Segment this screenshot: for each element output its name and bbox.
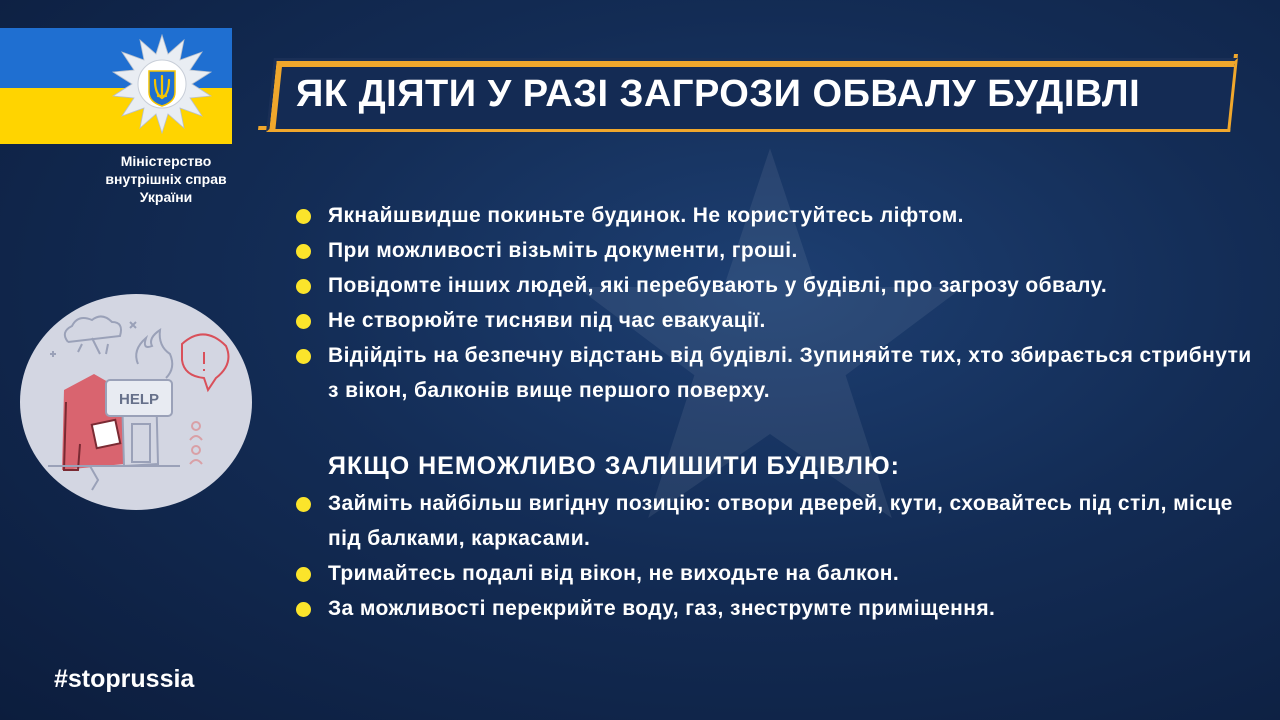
list-item-text: Тримайтесь подалі від вікон, не виходьте на балкон. (328, 562, 900, 585)
bullet-icon (296, 244, 311, 259)
actions-list (296, 198, 1256, 408)
bullet-icon (296, 567, 311, 582)
list-item (296, 486, 1256, 556)
ministry-line-2: внутрішніх справ (105, 171, 227, 187)
list-item (296, 198, 1256, 233)
bullet-icon (296, 314, 311, 329)
bullet-icon (296, 497, 311, 512)
help-sign-text: HELP (118, 391, 160, 408)
section-subheading: ЯКЩО НЕМОЖЛИВО ЗАЛИШИТИ БУДІВЛЮ: (328, 452, 900, 480)
ministry-line-3: України (139, 189, 193, 205)
list-item-text: Займіть найбільш вигідну позицію: отвори дверей, кути, сховайтесь під стіл, місце під балками, каркасами. (328, 492, 1233, 550)
ministry-name (60, 152, 272, 206)
list-item-text: Повідомте інших людей, які перебувають у будівлі, про загрозу обвалу. (328, 274, 1108, 297)
shelter-actions-list (296, 486, 1256, 626)
list-item (296, 591, 1256, 626)
list-item-text: При можливості візьміть документи, гроші. (328, 239, 798, 262)
bullet-icon (296, 349, 311, 364)
ministry-line-1: Міністерство (120, 153, 212, 169)
hashtag: #stoprussia (54, 665, 195, 693)
list-item (296, 338, 1256, 408)
list-item (296, 233, 1256, 268)
illustration-drawing (20, 294, 252, 510)
bullet-icon (296, 279, 311, 294)
list-item-text: Якнайшвидше покиньте будинок. Не користуйтесь ліфтом. (328, 204, 964, 227)
bullet-icon (296, 602, 311, 617)
list-item-text: Не створюйте тисняви під час евакуації. (328, 309, 766, 332)
bullet-icon (296, 209, 311, 224)
list-item (296, 303, 1256, 338)
police-star-trident-icon (112, 34, 212, 134)
page-title: ЯК ДІЯТИ У РАЗІ ЗАГРОЗИ ОБВАЛУ БУДІВЛІ (296, 73, 1141, 115)
list-item (296, 268, 1256, 303)
list-item-text: Відійдіть на безпечну відстань від будівлі. Зупиняйте тих, хто збирається стрибнути з вікон, балконів вище першого поверху. (328, 344, 1252, 402)
collapsing-house-help-icon (20, 294, 252, 510)
list-item-text: За можливості перекрийте воду, газ, знеструмте приміщення. (328, 597, 996, 620)
list-item (296, 556, 1256, 591)
